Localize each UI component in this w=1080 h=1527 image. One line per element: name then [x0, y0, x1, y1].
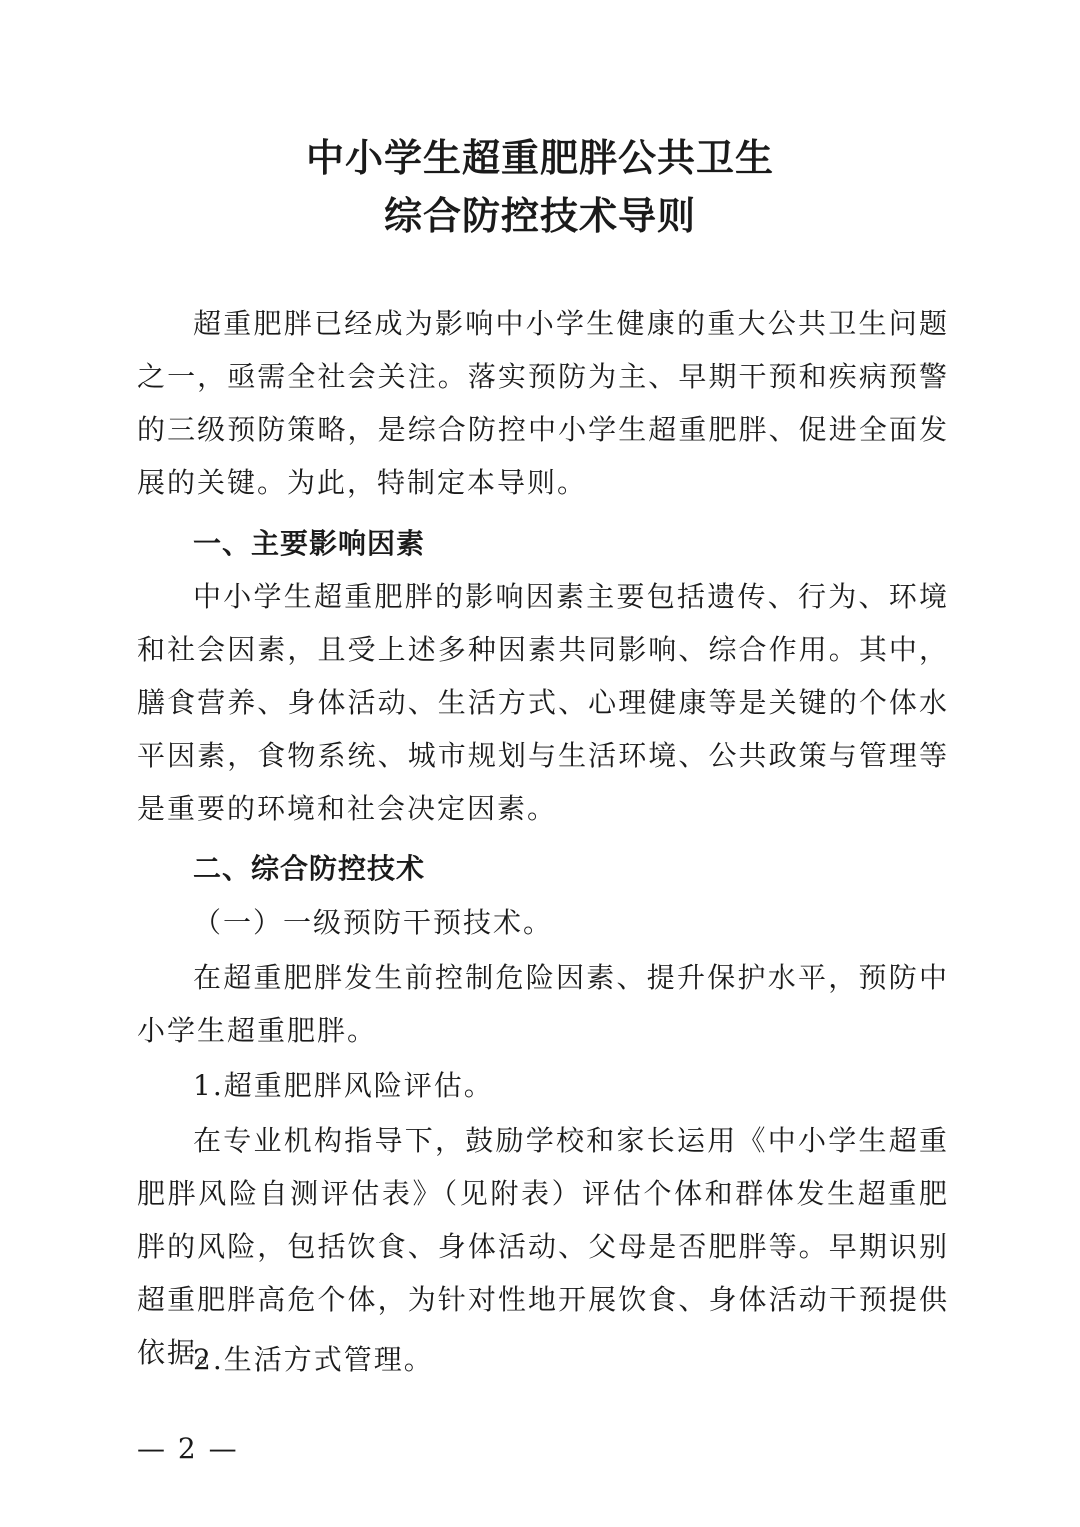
- section1-body-block: [137, 570, 949, 835]
- subsection1-heading: （一）一级预防干预技术。: [193, 906, 554, 939]
- item2-heading: 2.生活方式管理。: [193, 1343, 434, 1376]
- subsection1-paragraph: 在超重肥胖发生前控制危险因素、提升保护水平，预防中小学生超重肥胖。: [137, 961, 949, 1047]
- page-number: — 2 —: [137, 1432, 239, 1465]
- section1-heading: 一、主要影响因素: [193, 527, 426, 560]
- item2-heading-block: [137, 1333, 949, 1386]
- document-title-line2: 综合防控技术导则: [383, 194, 696, 238]
- section2-heading: 二、综合防控技术: [193, 852, 426, 885]
- subsection1-body-block: [137, 951, 949, 1057]
- subsection1-heading-block: [137, 896, 949, 949]
- item1-heading-block: [137, 1059, 949, 1112]
- section1-heading-block: [137, 517, 949, 570]
- item1-paragraph: 在专业机构指导下，鼓励学校和家长运用《中小学生超重肥胖风险自测评估表》（见附表）评估个体和群体发生超重肥胖的风险，包括饮食、身体活动、父母是否肥胖等。早期识别超重肥胖高危个体，为针对性地开展饮食、身体活动干预提供依据。: [137, 1124, 949, 1369]
- section2-heading-block: [137, 842, 949, 895]
- intro-paragraph-block: [137, 297, 949, 509]
- item1-heading: 1.超重肥胖风险评估。: [193, 1069, 494, 1102]
- document-title-line1: 中小学生超重肥胖公共卫生: [305, 136, 774, 180]
- intro-paragraph: 超重肥胖已经成为影响中小学生健康的重大公共卫生问题之一，亟需全社会关注。落实预防为主、早期干预和疾病预警的三级预防策略，是综合防控中小学生超重肥胖、促进全面发展的关键。为此，特制定本导则。: [137, 307, 949, 499]
- section1-paragraph: 中小学生超重肥胖的影响因素主要包括遗传、行为、环境和社会因素，且受上述多种因素共同影响、综合作用。其中，膳食营养、身体活动、生活方式、心理健康等是关键的个体水平因素，食物系统、城市规划与生活环境、公共政策与管理等是重要的环境和社会决定因素。: [137, 580, 949, 825]
